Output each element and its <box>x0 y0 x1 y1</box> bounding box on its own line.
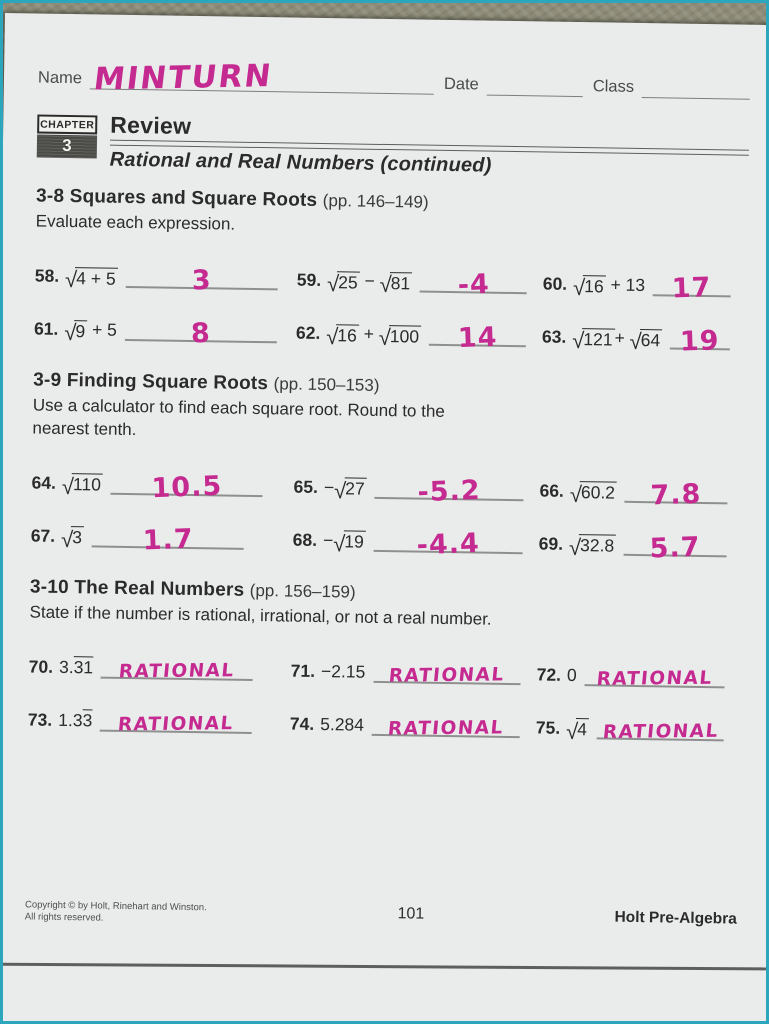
class-label: Class <box>592 77 635 96</box>
worksheet-section <box>30 369 746 565</box>
radicand: 64 <box>640 329 663 350</box>
answer-line <box>653 268 731 305</box>
radical-icon: √ <box>569 481 583 507</box>
radicand: 19 <box>343 531 366 552</box>
problem-item <box>290 706 536 738</box>
worksheet-section <box>33 185 748 358</box>
radical-icon: √ <box>333 531 346 557</box>
handwritten-answer: RATIONAL <box>601 721 720 744</box>
radical-icon: √ <box>629 328 642 354</box>
problem-number: 75. <box>535 717 561 738</box>
answer-line <box>373 655 521 685</box>
answer-line <box>372 708 520 738</box>
problem-expression <box>572 274 646 301</box>
square-root-expression <box>572 327 615 354</box>
square-root-expression <box>64 319 87 346</box>
chapter-badge-label: CHAPTER <box>37 115 97 135</box>
copyright-line-1: Copyright © by Holt, Rinehart and Winston. <box>24 899 207 914</box>
problem-number: 60. <box>542 273 568 294</box>
answer-line <box>100 703 252 736</box>
square-root-expression <box>568 534 616 560</box>
radicand: 110 <box>72 474 103 495</box>
section-title: 3-8 Squares and Square Roots <box>35 185 323 212</box>
radicand: 27 <box>344 478 367 499</box>
problem-row <box>33 303 746 358</box>
answer-line <box>126 260 278 297</box>
problem-number: 63. <box>541 326 567 347</box>
problem-row <box>28 641 741 691</box>
problem-item <box>28 702 290 734</box>
problem-number: 74. <box>289 713 315 734</box>
problem-item <box>541 319 746 358</box>
radicand: 16 <box>336 324 359 345</box>
problem-expression <box>326 323 421 351</box>
handwritten-answer: 3 <box>191 264 213 297</box>
problem-number: 68. <box>292 529 318 550</box>
answer-line <box>101 650 253 683</box>
expression-text: 1.3 <box>58 709 83 731</box>
repeating-decimal: 31 <box>73 656 94 678</box>
answer-line <box>625 475 728 512</box>
name-date-class-row <box>37 58 750 100</box>
problem-expression <box>64 319 118 346</box>
expression-text: + 5 <box>87 319 118 340</box>
chapter-badge <box>37 115 98 172</box>
radicand: 60.2 <box>580 482 617 503</box>
problem-number: 70. <box>28 656 54 677</box>
expression-text: 0 <box>566 664 577 685</box>
answer-line <box>92 519 244 557</box>
problem-item <box>538 526 743 565</box>
radicand: 4 <box>576 718 589 739</box>
date-label: Date <box>443 74 479 94</box>
radicand: 32.8 <box>579 535 616 556</box>
handwritten-answer: RATIONAL <box>117 713 236 736</box>
problem-expression <box>572 327 662 354</box>
problem-number: 58. <box>34 265 60 286</box>
expression-text: + <box>614 327 630 348</box>
radical-icon: √ <box>379 271 392 298</box>
radical-icon: √ <box>326 324 339 350</box>
handwritten-answer: RATIONAL <box>595 667 714 691</box>
radical-icon: √ <box>61 473 75 499</box>
handwritten-answer: 5.7 <box>649 531 702 565</box>
radicand: 16 <box>583 275 606 296</box>
problem-expression <box>568 534 616 560</box>
handwritten-answer: RATIONAL <box>388 664 506 687</box>
worksheet-section <box>27 576 742 744</box>
square-root-expression <box>629 328 663 354</box>
answer-line <box>375 471 524 508</box>
radical-icon: √ <box>568 534 582 560</box>
expression-text: −2.15 <box>320 660 366 682</box>
section-page-range: (pp. 146–149) <box>322 191 429 212</box>
section-title: 3-10 The Real Numbers <box>29 576 250 601</box>
problem-number: 61. <box>33 318 59 339</box>
problem-expression <box>60 526 84 552</box>
section-page-range: (pp. 156–159) <box>249 580 356 602</box>
problem-expression <box>323 476 367 504</box>
class-field-line <box>642 75 750 100</box>
radicand: 4 + 5 <box>75 267 118 288</box>
problem-number: 59. <box>296 269 322 290</box>
handwritten-answer: 10.5 <box>151 470 223 505</box>
radicand: 9 <box>74 320 87 341</box>
handwritten-answer: 17 <box>671 272 713 305</box>
radicand: 3 <box>71 527 84 548</box>
radical-icon: √ <box>60 526 74 552</box>
problem-number: 67. <box>30 525 56 546</box>
problem-number: 65. <box>293 476 319 497</box>
problem-expression <box>58 710 92 732</box>
page-title: Review <box>110 111 192 139</box>
square-root-expression <box>572 274 606 301</box>
section-instructions: Use a calculator to find each square root. Round to the <box>32 395 445 421</box>
problem-item <box>293 469 539 508</box>
radical-icon: √ <box>326 271 340 297</box>
problem-expression <box>569 481 617 507</box>
radicand: 25 <box>337 271 360 292</box>
square-root-expression <box>61 473 103 499</box>
problem-number: 72. <box>536 664 562 685</box>
page-subtitle: Rational and Real Numbers (continued) <box>109 148 492 177</box>
problem-expression <box>326 270 412 298</box>
problem-item <box>535 710 740 744</box>
problem-item <box>30 518 293 557</box>
problem-number: 64. <box>31 472 57 493</box>
problem-item <box>29 649 291 681</box>
problem-item <box>539 473 743 512</box>
square-root-expression <box>60 526 84 552</box>
square-root-expression <box>326 324 359 350</box>
answer-line <box>125 313 277 350</box>
problem-item <box>31 465 293 505</box>
problem-item <box>536 657 741 691</box>
handwritten-answer: -4 <box>456 268 491 301</box>
book-title: Holt Pre-Algebra <box>614 908 737 928</box>
problem-expression <box>322 529 366 557</box>
answer-line <box>111 467 263 505</box>
radicand: 121 <box>582 328 615 349</box>
worksheet-content <box>0 13 751 744</box>
problem-expression <box>565 718 589 744</box>
answer-line <box>597 711 724 744</box>
radical-icon: √ <box>64 319 77 346</box>
square-root-expression <box>379 271 412 298</box>
problem-expression <box>321 661 366 683</box>
answer-line <box>624 528 727 565</box>
copyright-line-2: All rights reserved. <box>24 911 104 924</box>
problem-row <box>31 457 743 512</box>
handwritten-answer: RATIONAL <box>118 660 237 683</box>
problem-row <box>27 694 740 744</box>
square-root-expression <box>565 718 589 744</box>
problem-row <box>34 250 747 305</box>
expression-text: 3. <box>58 656 74 677</box>
handwritten-answer: 14 <box>457 321 498 355</box>
problem-expression <box>64 266 118 293</box>
repeating-decimal: 3 <box>82 710 93 731</box>
problem-item <box>292 522 539 561</box>
problem-expression <box>567 665 577 686</box>
radical-icon: √ <box>572 327 585 354</box>
answer-line <box>585 658 725 691</box>
page-bottom-edge <box>0 963 769 971</box>
problem-number: 71. <box>290 660 316 681</box>
handwritten-answer: 1.7 <box>141 523 194 557</box>
problem-item <box>34 258 297 297</box>
radical-icon: √ <box>378 324 392 351</box>
page-footer <box>25 899 737 934</box>
radical-icon: √ <box>333 478 347 504</box>
square-root-expression <box>333 478 367 504</box>
problem-number: 62. <box>295 322 321 343</box>
section-instructions: State if the number is rational, irrational, or not a real number. <box>29 602 492 629</box>
handwritten-answer: -4.4 <box>416 527 481 561</box>
copyright-notice <box>25 899 295 927</box>
radical-icon: √ <box>64 266 78 293</box>
date-field-line <box>487 73 583 98</box>
problem-number: 73. <box>27 709 53 730</box>
expression-text: + 13 <box>605 274 646 296</box>
problem-item <box>295 316 542 355</box>
problem-number: 69. <box>538 533 564 554</box>
expression-text: − <box>323 476 335 498</box>
problem-expression <box>59 657 93 679</box>
answer-line <box>670 321 730 358</box>
problem-item <box>542 266 747 305</box>
expression-text: − <box>322 529 334 551</box>
answer-line <box>374 524 523 561</box>
section-page-range: (pp. 150–153) <box>273 374 380 395</box>
handwritten-answer: 19 <box>679 325 721 358</box>
square-root-expression <box>378 324 422 351</box>
section-title: 3-9 Finding Square Roots <box>33 369 274 395</box>
handwritten-answer: -5.2 <box>417 474 482 508</box>
problem-expression <box>61 473 103 499</box>
name-field-line <box>90 58 434 98</box>
title-block <box>37 111 750 182</box>
problem-item <box>33 311 296 350</box>
handwritten-answer: 7.8 <box>650 478 703 512</box>
section-instructions: Evaluate each expression. <box>35 211 236 234</box>
radical-icon: √ <box>565 718 579 744</box>
problem-item <box>296 263 543 301</box>
section-instructions: nearest tenth. <box>32 418 137 439</box>
radical-icon: √ <box>572 274 586 301</box>
worksheet-page <box>0 13 769 1024</box>
problem-expression <box>320 714 364 736</box>
expression-text: + <box>358 323 379 344</box>
radicand: 100 <box>389 325 422 346</box>
handwritten-answer: 8 <box>190 317 212 350</box>
handwritten-answer: RATIONAL <box>386 717 505 740</box>
chapter-badge-number: 3 <box>37 135 97 159</box>
answer-line <box>429 318 526 355</box>
problem-row <box>30 510 743 565</box>
expression-text: − <box>359 270 380 291</box>
name-label: Name <box>37 68 83 88</box>
answer-line <box>420 264 527 301</box>
problem-item <box>291 653 537 685</box>
problem-number: 66. <box>539 480 565 501</box>
square-root-expression <box>333 531 366 557</box>
expression-text: 5.284 <box>320 713 365 735</box>
title-group <box>110 112 750 182</box>
page-number: 101 <box>397 905 425 923</box>
square-root-expression <box>64 266 118 293</box>
square-root-expression <box>569 481 617 507</box>
radicand: 81 <box>390 272 413 293</box>
square-root-expression <box>326 271 360 297</box>
handwritten-name: MINTURN <box>91 58 275 98</box>
sections-container <box>28 186 748 742</box>
